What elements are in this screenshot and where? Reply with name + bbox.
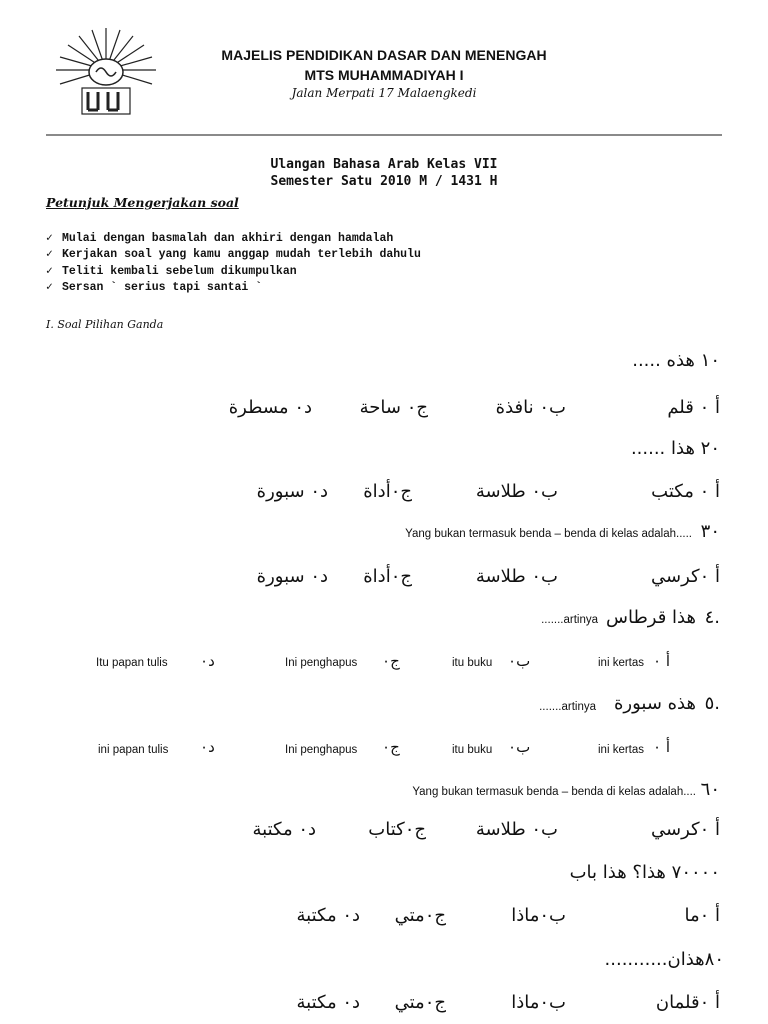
option-a: أ ٠ما — [684, 905, 720, 926]
option-b: ب٠ طلاسة — [475, 481, 558, 502]
question-2: ٢٠ هذا ...... — [630, 438, 720, 459]
option-c: ج٠ ساحة — [359, 397, 428, 418]
option-b-mark: ب٠ — [508, 738, 531, 756]
instruction-item: ✓ Mulai dengan basmalah dan akhiri dengan hamdalah — [46, 232, 394, 245]
question-3: Yang bukan termasuk benda – benda di kelas adalah..... — [405, 528, 692, 540]
question-1: ١٠ هذه ..... — [632, 350, 720, 371]
option-d: د٠ سبورة — [256, 481, 328, 502]
header-school: MTS MUHAMMADIYAH I — [304, 67, 464, 83]
option-a: أ ٠قلمان — [655, 992, 720, 1013]
check-icon: ✓ — [46, 265, 53, 278]
instructions-title: Petunjuk Mengerjakan soal — [46, 195, 239, 210]
option-c: ج٠متي — [394, 905, 446, 926]
check-icon: ✓ — [46, 248, 53, 261]
question-number: ٤. — [704, 607, 720, 628]
question-4-arabic: هذا قرطاس — [606, 607, 696, 628]
instruction-item: ✓ Sersan ` serius tapi santai ` — [46, 281, 263, 294]
option-d: د٠ سبورة — [256, 566, 328, 587]
question-number: ٦٠ — [700, 779, 720, 800]
option-a: أ ٠كرسي — [651, 566, 720, 587]
option-c: ج٠أداة — [363, 481, 412, 502]
option-b: ب٠ طلاسة — [475, 566, 558, 587]
option-a: أ ٠كرسي — [651, 819, 720, 840]
header-divider — [46, 134, 722, 136]
option-d: د٠ مسطرة — [228, 397, 312, 418]
option-a-mark: أ ٠ — [653, 652, 670, 670]
option-b: itu buku — [452, 744, 493, 756]
option-b: ب٠ نافذة — [495, 397, 566, 418]
option-a-mark: أ ٠ — [653, 738, 670, 756]
option-b: itu buku — [452, 657, 493, 669]
option-c: ج٠أداة — [363, 566, 412, 587]
question-8: ٨٠هذان........... — [604, 949, 724, 970]
question-number: ٥. — [704, 693, 720, 714]
check-icon: ✓ — [46, 232, 53, 245]
option-b: ب٠ماذا — [511, 905, 566, 926]
option-d: Itu papan tulis — [96, 657, 168, 669]
option-c-mark: ج٠ — [382, 738, 400, 756]
option-c: Ini penghapus — [285, 744, 358, 756]
question-5: .......artinya — [539, 701, 596, 713]
option-c-mark: ج٠ — [382, 652, 400, 670]
option-d-mark: د٠ — [200, 652, 215, 670]
option-a: أ ٠ مكتب — [651, 481, 720, 502]
option-c: ج٠كتاب — [368, 819, 426, 840]
question-7: ٧٠٠٠٠ هذا؟ هذا باب — [569, 862, 720, 883]
question-number: ٣٠ — [700, 521, 720, 542]
option-d: د٠ مكتبة — [296, 992, 360, 1013]
option-d: ini papan tulis — [98, 744, 169, 756]
question-4: .......artinya — [541, 614, 598, 626]
option-a: ini kertas — [598, 657, 645, 669]
header-address: Jalan Merpati 17 Malaengkedi — [291, 86, 477, 100]
option-a: أ ٠ قلم — [667, 397, 720, 418]
option-b: ب٠ماذا — [511, 992, 566, 1013]
question-5-arabic: هذه سبورة — [613, 693, 696, 714]
header-institution: MAJELIS PENDIDIKAN DASAR DAN MENENGAH — [221, 47, 547, 63]
option-b: ب٠ طلاسة — [475, 819, 558, 840]
section-title: I. Soal Pilihan Ganda — [46, 318, 164, 331]
exam-semester: Semester Satu 2010 M / 1431 H — [270, 174, 498, 189]
option-d-mark: د٠ — [200, 738, 215, 756]
option-a: ini kertas — [598, 744, 645, 756]
option-d: د٠ مكتبة — [252, 819, 316, 840]
check-icon: ✓ — [46, 281, 53, 294]
option-b-mark: ب٠ — [508, 652, 531, 670]
option-c: ج٠متي — [394, 992, 446, 1013]
option-c: Ini penghapus — [285, 657, 358, 669]
question-6: Yang bukan termasuk benda – benda di kelas adalah.... — [412, 786, 696, 798]
exam-title: Ulangan Bahasa Arab Kelas VII — [270, 157, 498, 172]
instruction-item: ✓ Kerjakan soal yang kamu anggap mudah terlebih dahulu — [46, 248, 421, 261]
instruction-item: ✓ Teliti kembali sebelum dikumpulkan — [46, 265, 297, 278]
option-d: د٠ مكتبة — [296, 905, 360, 926]
